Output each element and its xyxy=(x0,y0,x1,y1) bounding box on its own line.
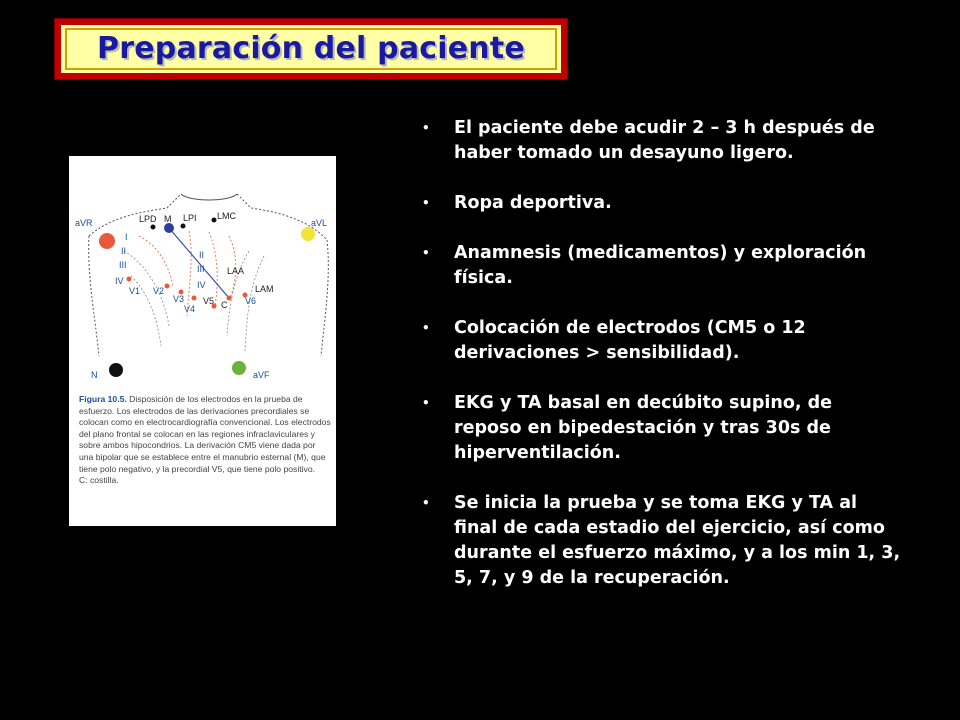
bullet-text: Ropa deportiva. xyxy=(454,193,612,213)
bullet-item xyxy=(422,316,902,366)
bullet-text: EKG y TA basal en decúbito supino, de reposo en bipedestación y tras 30s de hiperventilación. xyxy=(454,393,833,463)
bullet-dot: • xyxy=(422,121,430,135)
label-lam: LAM xyxy=(255,284,274,294)
electrode-lmc xyxy=(212,218,217,223)
caption-note: C: costilla. xyxy=(79,475,119,486)
label-avl: aVL xyxy=(311,218,328,228)
torso-diagram xyxy=(69,156,336,391)
label-v2: V2 xyxy=(153,286,165,296)
caption-label: Figura 10.5. xyxy=(79,394,127,404)
bullet-dot: • xyxy=(422,321,430,335)
label-iv2: IV xyxy=(197,280,206,290)
label-lpi: LPI xyxy=(183,213,197,223)
electrode-avl xyxy=(301,227,315,241)
label-n: N xyxy=(91,370,98,380)
label-ii2: II xyxy=(199,250,205,260)
electrode-v4 xyxy=(192,296,197,301)
electrode-avr xyxy=(99,233,115,249)
bullet-dot: • xyxy=(422,196,430,210)
bullet-item xyxy=(422,391,902,466)
label-v1: V1 xyxy=(129,286,141,296)
bullet-item xyxy=(422,241,902,291)
label-v3: V3 xyxy=(173,294,185,304)
bullet-text: Se inicia la prueba y se toma EKG y TA al final de cada estadio del ejercicio, así como durante el esfuerzo máximo, y a los min 1, 3, 5, 7, y 9 de la recuperación. xyxy=(454,493,901,588)
electrode-v1 xyxy=(127,277,132,282)
electrode-m xyxy=(164,223,174,233)
electrode-lpd xyxy=(151,225,156,230)
bullet-text: Colocación de electrodos (CM5 o 12 derivaciones > sensibilidad). xyxy=(454,318,806,363)
bullet-item xyxy=(422,191,902,216)
label-iii2: III xyxy=(197,264,205,274)
bullet-list xyxy=(422,116,902,616)
label-c: C xyxy=(221,300,228,310)
neck-outline xyxy=(181,194,237,200)
bullet-item xyxy=(422,116,902,166)
label-v5: V5 xyxy=(203,296,215,306)
bullet-text: El paciente debe acudir 2 – 3 h después de haber tomado un desayuno ligero. xyxy=(454,118,875,163)
caption-text: Disposición de los electrodos en la prueba de esfuerzo. Los electrodos de las derivaciones precordiales se colocan como en electrocardiografía convencional. Los electrodos del plano frontal se colocan en las regiones infraclaviculares y sobre ambos hipocondrios. La derivación CM5 viene dada por una bipolar que se establece entre el manubrio esternal (M), que tiene polo negativo, y la precordial V5, que tiene polo positivo. xyxy=(79,394,331,474)
electrode-avf xyxy=(232,361,246,375)
electrode-n xyxy=(109,363,123,377)
label-ii: II xyxy=(121,246,127,256)
bullet-item xyxy=(422,491,902,591)
bullet-dot: • xyxy=(422,396,430,410)
label-v6: V6 xyxy=(245,296,257,306)
bullet-text: Anamnesis (medicamentos) y exploración física. xyxy=(454,243,867,288)
label-lpd: LPD xyxy=(139,214,157,224)
label-v4: V4 xyxy=(184,304,196,314)
label-m: M xyxy=(164,214,172,224)
bullet-dot: • xyxy=(422,496,430,510)
label-iv: IV xyxy=(115,276,124,286)
electrode-v2 xyxy=(165,284,170,289)
figure-caption xyxy=(79,394,331,487)
label-lmc: LMC xyxy=(217,211,237,221)
title-box xyxy=(55,19,567,79)
bullet-dot: • xyxy=(422,246,430,260)
label-avf: aVF xyxy=(253,370,270,380)
electrode-lpi xyxy=(181,224,186,229)
label-i: I xyxy=(125,232,128,242)
label-avr: aVR xyxy=(75,218,93,228)
label-laa: LAA xyxy=(227,266,245,276)
electrode-figure xyxy=(69,156,336,526)
slide-title: Preparación del paciente xyxy=(97,31,525,66)
label-iii: III xyxy=(119,260,127,270)
